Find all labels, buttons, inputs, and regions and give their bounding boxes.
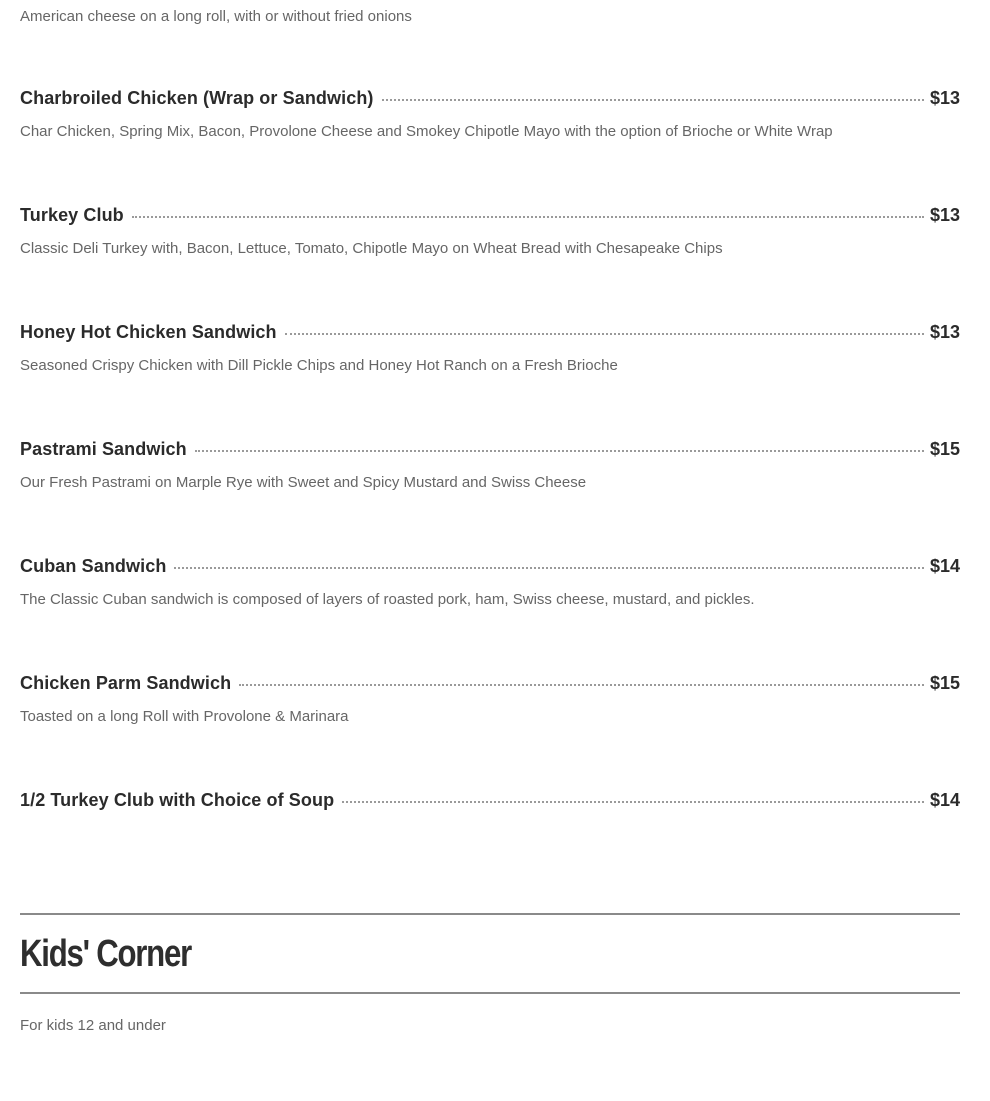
dot-leader	[174, 566, 924, 569]
item-price: $13	[929, 205, 960, 225]
menu-item	[20, 556, 960, 609]
menu-item	[20, 88, 960, 141]
item-description: American cheese on a long roll, with or without fried onions	[20, 8, 412, 25]
section-title: Kids' Corner	[20, 933, 191, 975]
item-price: $15	[929, 439, 960, 459]
section-divider-bottom	[20, 992, 960, 994]
section-note: For kids 12 and under	[20, 1017, 166, 1034]
menu-item	[20, 673, 960, 726]
item-description: The Classic Cuban sandwich is composed of layers of roasted pork, ham, Swiss cheese, mustard, and pickles.	[20, 591, 755, 608]
item-price: $14	[929, 556, 960, 576]
dot-leader	[285, 332, 924, 335]
item-row	[20, 790, 960, 811]
dot-leader	[382, 98, 924, 101]
section-divider-top	[20, 913, 960, 915]
dot-leader	[132, 215, 924, 218]
item-price: $13	[929, 322, 960, 342]
dot-leader	[195, 449, 924, 452]
item-row	[20, 322, 960, 343]
dot-leader	[239, 683, 924, 686]
item-name: 1/2 Turkey Club with Choice of Soup	[20, 790, 335, 810]
menu-item	[20, 439, 960, 492]
menu-item	[20, 790, 960, 811]
item-row	[20, 556, 960, 577]
menu-item	[20, 205, 960, 258]
item-description: Seasoned Crispy Chicken with Dill Pickle Chips and Honey Hot Ranch on a Fresh Brioche	[20, 357, 618, 374]
item-name: Chicken Parm Sandwich	[20, 673, 232, 693]
item-description: Our Fresh Pastrami on Marple Rye with Sweet and Spicy Mustard and Swiss Cheese	[20, 474, 587, 491]
item-price: $13	[929, 88, 960, 108]
item-price: $15	[929, 673, 960, 693]
item-description: Char Chicken, Spring Mix, Bacon, Provolone Cheese and Smokey Chipotle Mayo with the option of Brioche or White Wrap	[20, 123, 833, 140]
dot-leader	[342, 800, 924, 803]
item-row	[20, 673, 960, 694]
item-row	[20, 205, 960, 226]
item-price: $14	[929, 790, 960, 810]
item-row	[20, 88, 960, 109]
item-description: Classic Deli Turkey with, Bacon, Lettuce, Tomato, Chipotle Mayo on Wheat Bread with Chesapeake Chips	[20, 240, 723, 257]
item-name: Honey Hot Chicken Sandwich	[20, 322, 277, 342]
item-name: Charbroiled Chicken (Wrap or Sandwich)	[20, 88, 374, 108]
menu-item	[20, 322, 960, 375]
item-name: Pastrami Sandwich	[20, 439, 187, 459]
item-name: Turkey Club	[20, 205, 124, 225]
item-row	[20, 439, 960, 460]
item-name: Cuban Sandwich	[20, 556, 167, 576]
menu-page	[20, 0, 960, 1034]
item-description: Toasted on a long Roll with Provolone & Marinara	[20, 708, 349, 725]
